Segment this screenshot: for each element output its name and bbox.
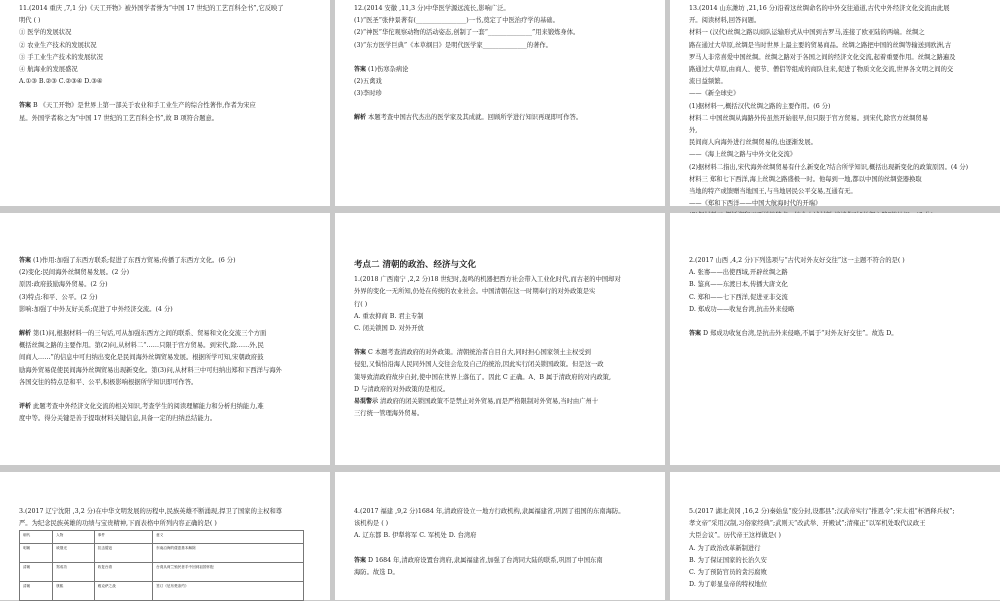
table-cell: 康熙 <box>53 582 95 601</box>
text-line: A. 张骞——出使西域,开辟丝绸之路 <box>689 269 788 277</box>
answer-label: 答案 <box>689 330 702 338</box>
question-table <box>19 530 304 601</box>
text-line: ④ 航海业的发展盛况 <box>19 66 78 74</box>
table-cell: 郑成功 <box>53 563 95 582</box>
text-line: 孝文帝“采用汉制,习俗家经典”;武则天“改武举、开殿试”;清雍正“以军机处取代议政王 <box>689 520 926 528</box>
table-cell: 事件 <box>94 531 152 544</box>
text-line: C. 为了预防官员的贪污腐败 <box>689 569 767 577</box>
document-page-3 <box>670 0 1000 206</box>
answer-line <box>354 396 656 408</box>
text-line: 1.(2018 广西南宁 ,2,2 分)18 世纪时,轰鸣的机器把西方社会带入工业化时代,而古老的中国却对 <box>354 276 621 284</box>
text-line: 路通过大草原,由商人、使节、僧侣等组成的商队往来,促进了物质文化交流,世界各文明之间的交 <box>689 66 954 74</box>
table-cell: 签订《尼布楚条约》 <box>153 582 304 601</box>
answer-text: D 1684 年,清政府设置台湾府,隶属福建省,加强了台湾同大陆的联系,巩固了中国东南 <box>366 556 603 564</box>
text-line: 各国交往的特点是和平、公平,积极影响根据所学知识即可作答。 <box>19 378 198 386</box>
answer-line <box>354 112 656 124</box>
answer-text: 第(1)问,根据材料一的三句话,可从加强东西方之间的联系、贸易和文化交流三个方面 <box>31 330 267 338</box>
answer-label: 答案 <box>19 257 32 264</box>
text-line: 12.(2014 安徽 ,11,3 分)中华医学源远流长,影响广泛。 <box>354 5 510 12</box>
text-line: 策导致清政府故步自封,使中国在世界上落伍了。因此 C 正确。A、B 属于清政府的对内政策, <box>354 373 611 381</box>
spacer <box>354 335 656 347</box>
text-line: 材料一 (汉代)丝绸之路以商队运输形式从中国到古罗马,连接了欧亚陆的两端。丝绸之 <box>689 29 925 37</box>
text-line: D. 郑成功——收复台湾,抗击外来侵略 <box>689 305 795 313</box>
text-line: 材料二 中国丝绸从海路外传虽然开始很早,但只限于官方贸易。到宋代,除官方丝绸贸易 <box>689 114 928 122</box>
answer-text: B 《天工开物》是世界上第一部关于农业和手工业生产的综合性著作,作者为宋应 <box>31 102 256 110</box>
answer-text: C 本题考查清政府的对外政策。清朝统治者自目自大,同时担心国家领土主权受到 <box>366 349 591 357</box>
table-cell: 台湾从荷兰殖民者手中回到祖国怀抱 <box>153 563 304 582</box>
table-cell: 人物 <box>53 531 95 544</box>
text-line: 星。外国学者称之为“中国 17 世纪的工艺百科全书”,故 B 项符合题意。 <box>19 114 219 122</box>
document-page-6 <box>670 213 1000 465</box>
text-line: ——《郑和下西洋——中国大航海时代的开端》 <box>689 200 822 208</box>
text-line: 5.(2017 湖北黄冈 ,16,2 分)秦始皇“废分封,设郡县”;汉武帝实行“推恩令”;宋太祖“杯酒释兵权”; <box>689 508 955 515</box>
table-cell: 清朝 <box>20 582 53 601</box>
table-cell: 雅克萨之战 <box>94 582 152 601</box>
text-line: A.①③ B.②③ C.②③④ D.③④ <box>19 78 103 86</box>
answer-line <box>354 347 656 359</box>
text-line: ——《新全球史》 <box>689 90 740 98</box>
spacer <box>354 52 656 64</box>
text-line: 路在通过大草原,丝绸是当时世界上最主要的贸易商品。丝绸之路把中国的丝绸等输送到欧洲,古 <box>689 41 952 49</box>
answer-line <box>19 401 321 413</box>
text-line: ③ 手工业生产技术的发展状况 <box>19 53 103 61</box>
document-page-2 <box>335 0 665 206</box>
answer-line <box>19 255 321 267</box>
text-line: 罗马人非常喜爱中国丝绸。丝绸之路对于各国之间的经济文化交流,起着重要作用。丝绸之路遍及 <box>689 53 956 61</box>
table-cell: 意义 <box>153 531 304 544</box>
document-page-7 <box>0 472 330 600</box>
text-line: ② 农业生产技术的发展状况 <box>19 41 97 49</box>
answer-text: 清政府的闭关锁国政策不是禁止对外贸易,而是严格限制对外贸易,当时由广州十 <box>378 398 599 406</box>
text-line: 严。为纪念民族英雄的功绩与宝贵精神,下面表格中所列内容正确的是( ) <box>19 520 217 528</box>
answer-label: 解析 <box>354 114 367 122</box>
text-line: A. 重农抑商 B. 君主专制 <box>354 312 424 320</box>
answer-text: (1)伤寒杂病论 <box>366 65 409 73</box>
text-line: 明代 ( ) <box>19 17 41 25</box>
answer-line <box>689 328 991 340</box>
document-page-9 <box>670 472 1000 600</box>
text-line: 2.(2017 山西 ,4,2 分)下列选项与“古代对外友好交往”这一主题不符合的是( ) <box>689 257 905 264</box>
answer-label: 答案 <box>354 65 367 73</box>
text-line: 13.(2014 山东潍坊 ,21,16 分)沿着这丝绸命名的中外交往通道,古代中外经济文化交流由此展 <box>689 5 950 12</box>
section-title: 考点二 清朝的政治、经济与文化 <box>354 260 476 270</box>
text-line: A. 辽东都 B. 伊犁将军 C. 军机处 D. 台湾府 <box>354 532 477 540</box>
text-line: 大臣会议”。历代帝王这样做是( ) <box>689 532 781 540</box>
text-line: B. 为了保证国家的长治久安 <box>689 556 767 564</box>
document-page-8 <box>335 472 665 600</box>
answer-label: 答案 <box>354 349 367 357</box>
text-line: 外, <box>689 127 698 135</box>
answer-label: 解析 <box>19 330 32 338</box>
text-line: A. 为了政治改革新制进行 <box>689 544 761 552</box>
text-line: 4.(2017 福建 ,9,2 分)1684 年,清政府设立一地方行政机构,隶属福建省,巩固了祖国的东南海防。 <box>354 508 625 515</box>
table-row <box>20 582 304 601</box>
text-line: 行( ) <box>354 300 368 308</box>
text-line: 11.(2014 重庆 ,7,1 分)《天工开物》被外国学者誉为“中国 17 世纪的工艺百科全书”,它反映了 <box>19 5 284 12</box>
text-line: 流日益频繁。 <box>689 78 727 86</box>
table-cell: 东南沿海的倭患基本解除 <box>153 544 304 563</box>
table-cell: 朝代 <box>20 531 53 544</box>
text-line: 材料三 郑和七下西洋,海上丝绸之路盛极一时。他每到一地,都以中国的丝绸瓷器换取 <box>689 175 922 183</box>
document-page-1 <box>0 0 330 206</box>
text-line: 度中等。得分关键是善于提取材料关键信息,具备一定的归纳总结能力。 <box>19 415 217 423</box>
text-line: 当地的特产或馈赠当地国王,与当地居民公平交易,互通有无。 <box>689 188 857 196</box>
text-line: D 与清政府的对外政策的是相反。 <box>354 385 450 393</box>
answer-text: D 郑成功收复台湾,是抗击外来侵略,不属于“对外友好交往”。故选 D。 <box>701 330 898 338</box>
text-line: 外界的变化一无所知,仍处在传统的农业社会。中国清朝在这一时期奉行的对外政策是实 <box>354 288 596 296</box>
text-line: (2)五禽戏 <box>354 78 382 86</box>
spacer <box>354 100 656 112</box>
text-line: (1)据材料一,概括汉代丝绸之路的主要作用。(6 分) <box>689 102 831 110</box>
text-line: 概括丝绸之路的主要作用。第(2)问,从材料二“……只限于官方贸易。到宋代,除……外,民 <box>19 342 264 350</box>
spacer <box>689 316 991 328</box>
table-cell: 清朝 <box>20 563 53 582</box>
text-line: 间商人……”的信息中可归纳出变化是民间海外丝绸贸易发展。根据所学可知,宋朝政府鼓 <box>19 354 264 362</box>
text-line: (3)李时珍 <box>354 90 382 98</box>
text-line: (1)“医圣”张仲景著有(________________)一书,奠定了中医治疗学的基础。 <box>354 17 559 25</box>
document-page-4 <box>0 213 330 465</box>
spacer <box>19 316 321 328</box>
answer-text: 此题考查中外经济文化交流的相关知识,考查学生的阅读理解能力和分析归纳能力,难 <box>31 403 264 411</box>
text-line: (2)“神医”华佗观察动物的活动姿态,创制了一套“______________”用来锻炼身体。 <box>354 29 580 37</box>
text-line: 励海外贸易促使民间海外丝绸贸易出现新变化。第(3)问,从材料三中可归纳出郑和下西洋与海外 <box>19 366 282 374</box>
text-line: (3)“东方医学巨典”《本草纲目》是明代医学家______________的著作。 <box>354 41 552 49</box>
table-cell: 抗击倭寇 <box>94 544 152 563</box>
table-cell: 戚继光 <box>53 544 95 563</box>
text-line: 三行统一管理海外贸易。 <box>354 410 424 418</box>
table-cell: 收复台湾 <box>94 563 152 582</box>
answer-line <box>19 328 321 340</box>
document-page-5 <box>335 213 665 465</box>
table-cell: 明朝 <box>20 544 53 563</box>
text-line: 3.(2017 辽宁沈阳 ,3,2 分)在中华文明发展的历程中,民族英雄不断涌现,捍卫了国家的主权和尊 <box>19 508 283 515</box>
answer-label: 答案 <box>354 556 367 564</box>
text-line: (2)据材料二指出,宋代海外丝绸贸易有什么新变化?结合所学知识,概括出现新变化的政策原因。(4 分) <box>689 163 969 171</box>
spacer <box>19 389 321 401</box>
table-row <box>20 563 304 582</box>
text-line: C. 闭关锁国 D. 对外开放 <box>354 325 424 333</box>
text-line: C. 郑和——七下西洋,促进亚非交流 <box>689 293 788 301</box>
text-line: ——《海上丝绸之路与中外文化交流》 <box>689 151 797 159</box>
text-line: (3)特点:和平、公平。(2 分) <box>19 293 98 301</box>
text-line: 开。阅读材料,回答问题。 <box>689 17 761 25</box>
text-line: 影响:加强了中外友好关系;促进了中外经济交流。(4 分) <box>19 305 173 313</box>
spacer <box>354 543 656 555</box>
text-line: 原因:政府鼓励海外贸易。(2 分) <box>19 281 108 289</box>
text-line: ① 医学的发展状况 <box>19 29 72 37</box>
text-line: 海防。故选 D。 <box>354 568 399 576</box>
text-line: 民间商人向海外进行丝绸贸易的,也逐渐发展。 <box>689 139 817 147</box>
answer-line <box>354 555 656 567</box>
answer-label: 易混警示 <box>354 398 379 406</box>
answer-text: 本题考查中国古代杰出的医学家及其成就。回顾所学进行知识再现即可作答。 <box>366 114 583 122</box>
answer-label: 评析 <box>19 403 32 411</box>
text-line: 该机构是 ( ) <box>354 520 389 528</box>
table-row <box>20 544 304 563</box>
answer-text: (1)作用:加强了东西方联系;促进了东西方贸易;传播了东西方文化。(6 分) <box>31 257 236 264</box>
table-row <box>20 531 304 544</box>
text-line: B. 鉴真——东渡日本,传播大唐文化 <box>689 281 788 289</box>
answer-line <box>19 100 321 112</box>
answer-label: 答案 <box>19 102 32 110</box>
spacer <box>19 88 321 100</box>
text-line: D. 为了彰显皇帝的特权地位 <box>689 581 768 589</box>
text-line: 侵犯,又惧怕沿海人民同外国人交往会危及自己的统治,因此实行闭关锁国政策。但是这一政 <box>354 361 604 369</box>
text-line: (2)变化:民间海外丝绸贸易发展。(2 分) <box>19 269 130 277</box>
answer-line <box>354 64 656 76</box>
